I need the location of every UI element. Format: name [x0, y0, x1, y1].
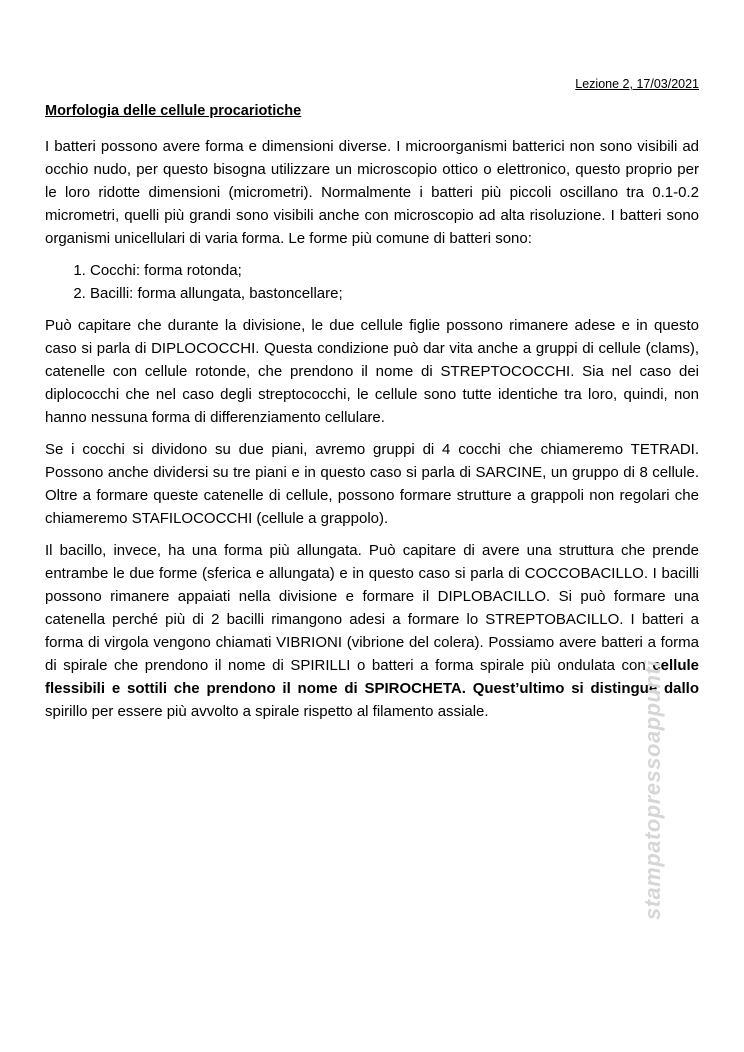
lesson-date: Lezione 2, 17/03/2021: [575, 77, 699, 91]
page-title: Morfologia delle cellule procariotiche: [45, 103, 302, 119]
paragraph-bacillo-text: Il bacillo, invece, ha una forma più allungata. Può capitare di avere una struttura che prende entrambe le due forme (sferica e allungata) e in questo caso si parla di COCCOBACILLO. I bacilli possono rimanere appaiati nella divisione e formare il DIPLOBACILLO. Si può formare una catenella perché più di 2 bacilli rimangono adesi a formare lo STREPTOBACILLO. I batteri a forma di virgola vengono chiamati VIBRIONI (vibrione del colera). Possiamo avere batteri a forma di spirale che prendono il nome di SPIRILLI o batteri a forma spirale più ondulata con: [45, 542, 699, 674]
paragraph-bacillo-end-text: spirillo per essere più avvolto a spirale rispetto al filamento assiale.: [45, 703, 489, 720]
paragraph-bacillo: [45, 539, 699, 723]
paragraph-intro: I batteri possono avere forma e dimensioni diverse. I microorganismi batterici non sono visibili ad occhio nudo, per questo bisogna utilizzare un microscopio ottico o elettronico, questo proprio per le loro ridotte dimensioni (micrometri). Normalmente i batteri più piccoli oscillano tra 0.1-0.2 micrometri, quelli più grandi sono visibili anche con microscopio ad alta risoluzione. I batteri sono organismi unicellulari di varia forma. Le forme più comune di batteri sono:: [45, 138, 699, 247]
paragraph-diplococchi: Può capitare che durante la divisione, le due cellule figlie possono rimanere adese e in questo caso si parla di DIPLOCOCCHI. Questa condizione può dar vita anche a gruppi di cellule (clams), catenelle con cellule rotonde, che prendono il nome di STREPTOCOCCHI. Sia nel caso dei diplococchi che nel caso degli streptococchi, le cellule sono tutte identiche tra loro, quindi, non hanno nessuna forma di differenziamento cellulare.: [45, 317, 699, 426]
document-body: [45, 135, 699, 732]
list-item: 2. Bacilli: forma allungata, bastoncellare;: [90, 282, 699, 305]
paragraph-bacillo-bold-text: cellule flessibili e sottili che prendono il nome di SPIROCHETA. Quest’ultimo si distingue dallo: [45, 657, 700, 697]
watermark: stampatopressoappunti: [640, 660, 665, 920]
list-item: 1. Cocchi: forma rotonda;: [90, 259, 699, 282]
paragraph-tetradi: Se i cocchi si dividono su due piani, avremo gruppi di 4 cocchi che chiameremo TETRADI. Possono anche dividersi su tre piani e in questo caso si parla di SARCINE, un gruppo di 8 cellule. Oltre a formare queste catenelle di cellule, possono formare strutture a grappoli non regolari che chiameremo STAFILOCOCCHI (cellule a grappolo).: [45, 441, 699, 527]
shape-list: [45, 259, 699, 305]
